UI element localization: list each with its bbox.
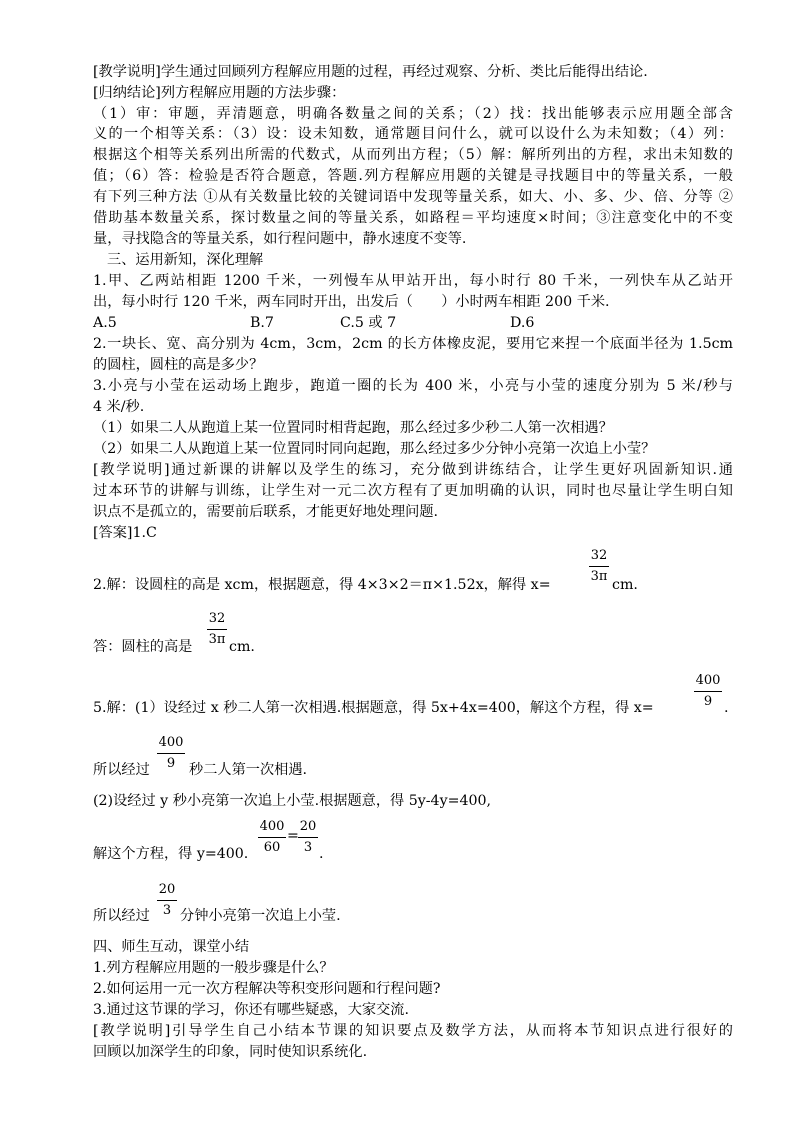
- teaching-note-2-line-1: [教学说明]通过新课的讲解以及学生的练习，充分做到讲练结合，让学生更好巩固新知识.通: [93, 462, 733, 478]
- solution-5-line-4: 解这个方程，得 y=400.: [93, 846, 249, 862]
- fraction-numerator: 400: [259, 819, 285, 834]
- question-3-line-2: 4 米/秒.: [93, 399, 145, 415]
- question-3-part-2: （2）如果二人从跑道上某一位置同时同向起跑，那么经过多少分钟小亮第一次追上小莹？: [93, 441, 656, 457]
- solution-5-line-5-pre: 所以经过: [93, 908, 150, 924]
- solution-5-line-1-end: .: [724, 700, 729, 716]
- steps-line-3: 根据这个相等关系列出所需的代数式，从而列出方程；（5）解：解所列出的方程，求出未知数的: [93, 147, 733, 163]
- equals-sign: =: [287, 828, 299, 844]
- fraction-bar: [258, 837, 286, 838]
- fraction-numerator: 32: [208, 611, 226, 626]
- solution-5-line-2-pre: 所以经过: [93, 762, 150, 778]
- fraction-bar: [157, 900, 177, 901]
- steps-line-2: 义的一个相等关系：（3）设：设未知数，通常题目问什么，就可以设什么为未知数；（4）列：: [93, 126, 733, 142]
- conclusion-heading: [归纳结论]列方程解应用题的方法步骤：: [93, 85, 346, 101]
- solution-2-unit: cm.: [612, 577, 638, 593]
- teaching-note-2-line-3: 识点不是孤立的，需要前后联系，才能更好地处理问题.: [93, 504, 439, 520]
- fraction-denominator: 3π: [590, 569, 608, 584]
- solution-5-line-2-post: 秒二人第一次相遇.: [189, 762, 308, 778]
- solution-2-line: 2.解：设圆柱的高是 xcm，根据题意，得 4×3×2＝π×1.52x，解得 x=: [93, 577, 551, 593]
- question-2-line-2: 的圆柱，圆柱的高是多少？: [93, 357, 264, 373]
- fraction-denominator: 3: [303, 840, 313, 855]
- section-4-heading: 四、师生互动，课堂小结: [93, 939, 250, 955]
- summary-question-3: 3.通过这节课的学习，你还有哪些疑惑，大家交流.: [93, 1002, 409, 1018]
- steps-line-1: （1）审：审题，弄清题意，明确各数量之间的关系；（2）找：找出能够表示应用题全部含: [93, 106, 733, 122]
- fraction-32-over-3pi-1: [589, 548, 609, 585]
- fraction-denominator: 9: [166, 756, 176, 771]
- summary-question-1: 1.列方程解应用题的一般步骤是什么？: [93, 960, 334, 976]
- fraction-denominator: 3π: [208, 632, 226, 647]
- fraction-bar: [694, 691, 722, 692]
- fraction-numerator: 20: [299, 819, 317, 834]
- fraction-numerator: 400: [158, 735, 184, 750]
- fraction-400-over-9-2: [157, 735, 185, 772]
- steps-line-7: 量，寻找隐含的等量关系，如行程问题中，静水速度不变等.: [93, 231, 467, 247]
- fraction-numerator: 400: [695, 673, 721, 688]
- solution-5-line-1: 5.解：(1）设经过 x 秒二人第一次相遇.根据题意，得 5x+4x=400，解这个方程，得 x=: [93, 700, 654, 716]
- fraction-20-over-3-1: [298, 819, 318, 856]
- solution-5-line-3: (2)设经过 y 秒小亮第一次追上小莹.根据题意，得 5y-4y=400,: [93, 793, 492, 809]
- steps-line-5: 有下列三种方法 ①从有关数量比较的关键词语中发现等量关系，如大、小、多、少、倍、分等 ②: [93, 189, 733, 205]
- fraction-bar: [157, 753, 185, 754]
- question-3-part-1: （1）如果二人从跑道上某一位置同时相背起跑，那么经过多少秒二人第一次相遇？: [93, 420, 613, 436]
- summary-question-2: 2.如何运用一元一次方程解决等积变形问题和行程问题?: [93, 981, 441, 997]
- fraction-denominator: 3: [162, 903, 172, 918]
- question-3-line-1: 3.小亮与小莹在运动场上跑步，跑道一圈的长为 400 米，小亮与小莹的速度分别为 5 米/秒与: [93, 378, 733, 394]
- answer-1: [答案]1.C: [93, 525, 157, 541]
- section-3-heading: 三、运用新知，深化理解: [107, 252, 264, 268]
- teaching-note-3-line-1: [教学说明]引导学生自己小结本节课的知识要点及数学方法，从而将本节知识点进行很好的: [93, 1023, 733, 1039]
- solution-5-line-4-end: .: [319, 846, 324, 862]
- fraction-bar: [298, 837, 318, 838]
- fraction-denominator: 9: [703, 694, 713, 709]
- steps-line-4: 值；（6）答：检验是否符合题意，答题.列方程解应用题的关键是寻找题目中的等量关系，一般: [93, 168, 733, 184]
- solution-5-line-5-post: 分钟小亮第一次追上小莹.: [180, 908, 341, 924]
- solution-2-answer: 答：圆柱的高是: [93, 639, 193, 655]
- option-c: C.5 或 7: [340, 315, 397, 331]
- fraction-400-over-60: [258, 819, 286, 856]
- question-1-line-2: 出，每小时行 120 千米，两车同时开出，出发后（ ）小时两车相距 200 千米.: [93, 294, 610, 310]
- fraction-20-over-3-2: [157, 882, 177, 919]
- fraction-bar: [589, 566, 609, 567]
- teaching-note-2-line-2: 过本环节的讲解与训练，让学生对一元二次方程有了更加明确的认识，同时也尽量让学生明白知: [93, 483, 733, 499]
- teaching-note-1: [教学说明]学生通过回顾列方程解应用题的过程，再经过观察、分析、类比后能得出结论.: [93, 64, 648, 80]
- option-d: D.6: [510, 315, 535, 331]
- fraction-denominator: 60: [263, 840, 281, 855]
- fraction-32-over-3pi-2: [207, 611, 227, 648]
- fraction-bar: [207, 629, 227, 630]
- fraction-numerator: 20: [158, 882, 176, 897]
- option-b: B.7: [250, 315, 274, 331]
- teaching-note-3-line-2: 回顾以加深学生的印象，同时使知识系统化.: [93, 1044, 368, 1060]
- question-2-line-1: 2.一块长、宽、高分别为 4cm，3cm，2cm 的长方体橡皮泥，要用它来捏一个底面半径为 1.5cm: [93, 336, 733, 352]
- option-a: A.5: [93, 315, 117, 331]
- fraction-400-over-9-1: [694, 673, 722, 710]
- question-1-line-1: 1.甲、乙两站相距 1200 千米，一列慢车从甲站开出，每小时行 80 千米，一列快车从乙站开: [93, 273, 733, 289]
- fraction-numerator: 32: [590, 548, 608, 563]
- steps-line-6: 借助基本数量关系，探讨数量之间的等量关系，如路程＝平均速度×时间；③注意变化中的不变: [93, 210, 733, 226]
- solution-2-answer-unit: cm.: [229, 639, 255, 655]
